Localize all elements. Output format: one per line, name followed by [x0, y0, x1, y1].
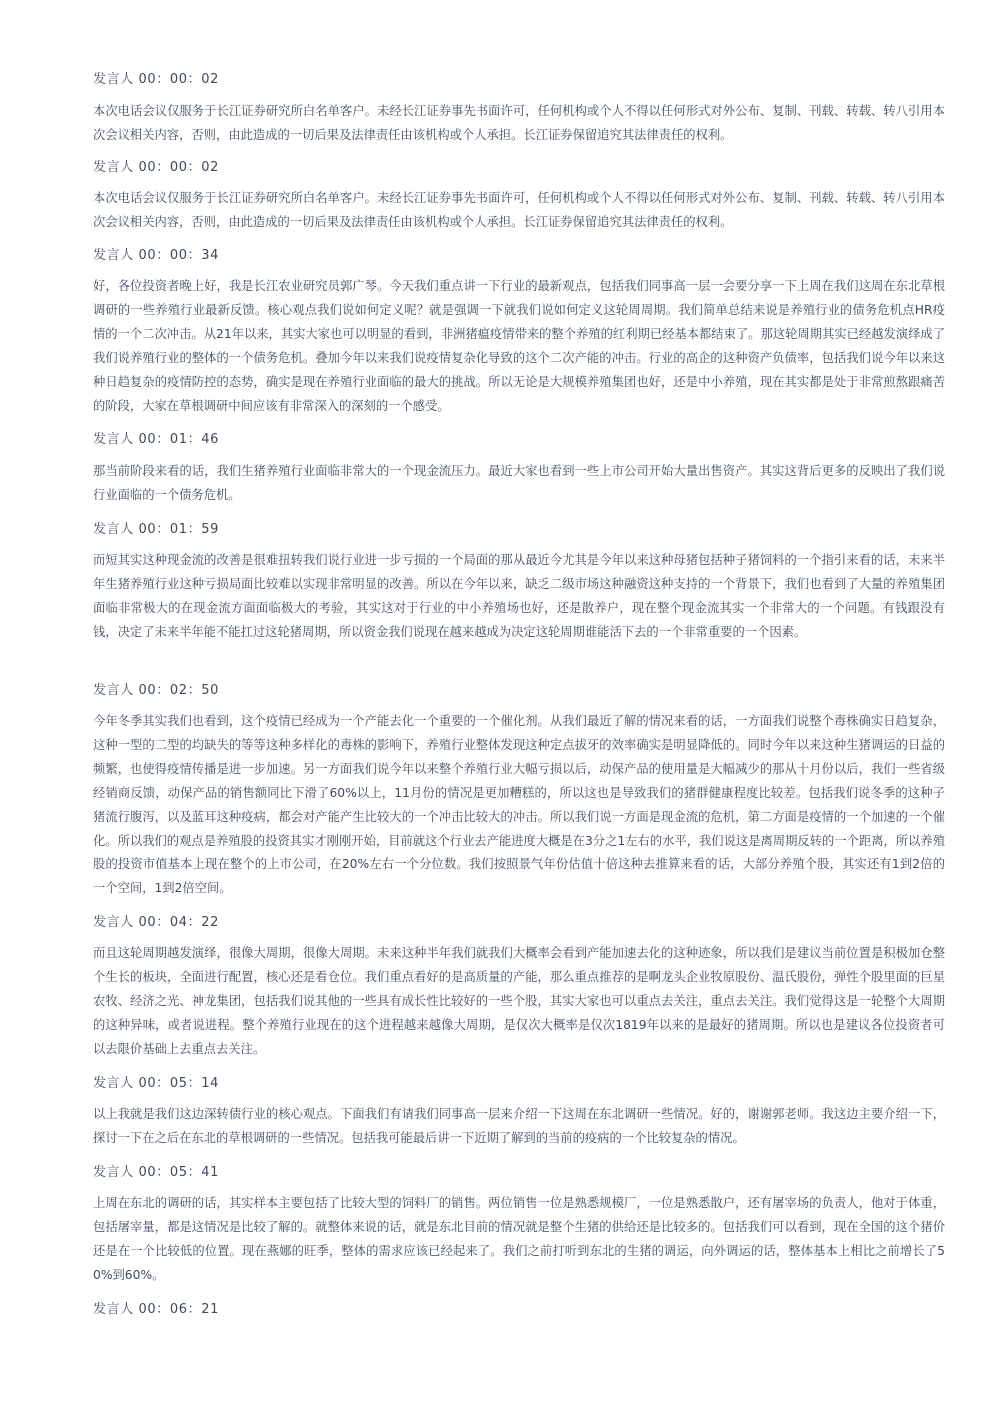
transcript-paragraph: 上周在东北的调研的话，其实样本主要包括了比较大型的饲料厂的销售。两位销售一位是熟悉规模厂，一位是熟悉散户，还有屠宰场的负责人，他对于体重，包括屠宰量，都是这情况是比较了解的。就整体来说的话，就是东北目前的情况就是整个生猪的供给还是比较多的。包括我们可以看到，现在全国的这个猪价还是在一个比较低的位置。现在燕娜的旺季，整体的需求应该已经起来了。我们之前打听到东北的生猪的调运，向外调运的话，整体基本上相比之前增长了50%到60%。 [93, 1196, 945, 1282]
transcript-paragraph: 好，各位投资者晚上好，我是长江农业研究员郭广琴。今天我们重点讲一下行业的最新观点，包括我们同事高一层一会要分享一下上周在我们这周在东北草根调研的一些养殖行业最新反馈。核心观点我们说如何定义呢？就是强调一下就我们说如何定义这轮周周期。我们简单总结来说是养殖行业的债务危机点HR疫情的一个二次冲击。从21年以来，其实大家也可以明显的看到，非洲猪瘟疫情带来的整个养殖的红利期已经基本都结束了。那这轮周期其实已经越发演绎成了我们说养殖行业的整体的一个债务危机。叠加今年以来我们说疫情复杂化导致的这个二次产能的冲击。行业的高企的这种资产负债率，包括我们说今年以来这种日趋复杂的疫情防控的态势，确实是现在养殖行业面临的最大的挑战。所以无论是大规模养殖集团也好，还是中小养殖，现在其实都是处于非常煎熬跟痛苦的阶段，大家在草根调研中间应该有非常深入的深刻的一个感受。 [93, 279, 945, 413]
speaker-timestamp: 发言人 00：00：02 [93, 72, 219, 87]
transcript-paragraph: 本次电话会议仅服务于长江证券研究所白名单客户。未经长江证券事先书面许可，任何机构或个人不得以任何形式对外公布、复制、刊载、转载、转八引用本次会议相关内容，否则，由此造成的一切后果及法律责任由该机构或个人承担。长江证券保留追究其法律责任的权利。 [93, 191, 945, 229]
transcript-paragraph: 而且这轮周期越发演绎，很像大周期，很像大周期。未来这种半年我们就我们大概率会看到产能加速去化的这种迹象，所以我们是建议当前位置是积极加仓整个生长的板块，全面进行配置，核心还是看仓位。我们重点看好的是高质量的产能，那么重点推荐的是啊龙头企业牧原股份、温氏股份，弹性个股里面的巨星农牧、经济之光、神龙集团，包括我们说其他的一些具有成长性比较好的一些个股，其实大家也可以重点去关注，重点去关注。我们觉得这是一轮整个大周期的这种异味，或者说进程。整个养殖行业现在的这个进程越来越像大周期，是仅次大概率是仅次1819年以来的是最好的猪周期。所以也是建议各位投资者可以去限价基础上去重点去关注。 [93, 946, 945, 1056]
transcript-paragraph: 本次电话会议仅服务于长江证券研究所白名单客户。未经长江证券事先书面许可，任何机构或个人不得以任何形式对外公布、复制、刊载、转载、转八引用本次会议相关内容，否则，由此造成的一切后果及法律责任由该机构或个人承担。长江证券保留追究其法律责任的权利。 [93, 104, 945, 142]
transcript-paragraph: 今年冬季其实我们也看到，这个疫情已经成为一个产能去化一个重要的一个催化剂。从我们最近了解的情况来看的话，一方面我们说整个毒株确实日趋复杂，这种一型的二型的均缺失的等等这种多样化的毒株的影响下，养殖行业整体发现这种定点拔牙的效率确实是明显降低的。同时今年以来这种生猪调运的日益的频繁，也使得疫情传播是进一步加速。另一方面我们说今年以来整个养殖行业大幅亏损以后，动保产品的使用量是大幅减少的那从十月份以后，我们一些省级经销商反馈，动保产品的销售额同比下滑了60%以上，11月份的情况是更加糟糕的，所以这也是导致我们的猪群健康程度比较差。包括我们说冬季的这种子猪流行腹泻，以及蓝耳这种疫病，都会对产能产生比较大的一个冲击比较大的冲击。所以我们说一方面是现金流的危机，第二方面是疫情的一个加速的一个催化。所以我们的观点是养殖股的投资其实才刚刚开始，目前就这个行业去产能进度大概是在3分之1左右的水平，我们说这是离周期反转的一个距离，所以养殖股的投资市值基本上现在整个的上市公司，在20%左右一个分位数。我们按照景气年份估值十倍这种去推算来看的话，大部分养殖个股，其实还有1到2倍的一个空间，1到2倍空间。 [93, 714, 945, 896]
speaker-timestamp: 发言人 00：02：50 [93, 683, 219, 698]
speaker-timestamp: 发言人 00：01：59 [93, 522, 219, 537]
speaker-timestamp: 发言人 00：05：41 [93, 1165, 219, 1180]
speaker-timestamp: 发言人 00：04：22 [93, 915, 219, 930]
transcript-paragraph: 那当前阶段来看的话，我们生猪养殖行业面临非常大的一个现金流压力。最近大家也看到一些上市公司开始大量出售资产。其实这背后更多的反映出了我们说行业面临的一个债务危机。 [93, 464, 945, 502]
speaker-timestamp: 发言人 00：05：14 [93, 1076, 219, 1091]
transcript-paragraph: 以上我就是我们这边深转债行业的核心观点。下面我们有请我们同事高一层来介绍一下这周在东北调研一些情况。好的，谢谢郭老师。我这边主要介绍一下，探讨一下在之后在东北的草根调研的一些情况。包括我可能最后讲一下近期了解到的当前的疫病的一个比较复杂的情况。 [93, 1107, 945, 1145]
speaker-timestamp: 发言人 00：00：02 [93, 160, 219, 175]
speaker-timestamp: 发言人 00：00：34 [93, 248, 219, 263]
transcript-paragraph: 而短其实这种现金流的改善是很难扭转我们说行业进一步亏损的一个局面的那从最近今尤其是今年以来这种母猪包括种子猪饲料的一个指引来看的话，未来半年生猪养殖行业这种亏损局面比较难以实现非常明显的改善。所以在今年以来，缺乏二级市场这种融资这种支持的一个背景下，我们也看到了大量的养殖集团面临非常极大的在现金流方面面临极大的考验，其实这对于行业的中小养殖场也好，还是散养户，现在整个现金流其实一个非常大的一个问题。有钱跟没有钱，决定了未来半年能不能扛过这轮猪周期，所以资金我们说现在越来越成为决定这轮周期谁能活下去的一个非常重要的一个因素。 [93, 553, 945, 639]
speaker-timestamp: 发言人 00：06：21 [93, 1302, 219, 1317]
speaker-timestamp: 发言人 00：01：46 [93, 432, 219, 447]
